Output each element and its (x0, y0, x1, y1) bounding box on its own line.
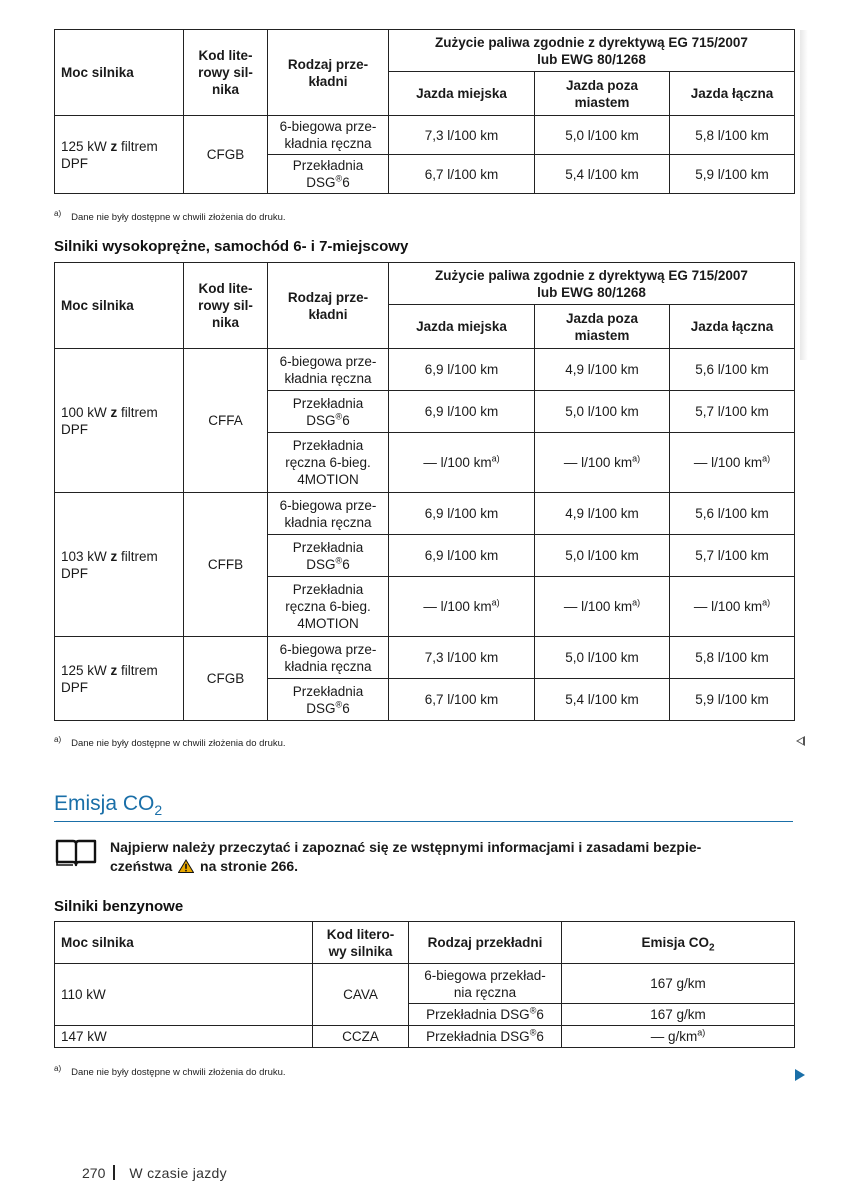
combined-cell: 5,8 l/100 km (670, 116, 795, 155)
emission-cell: — $g/km^{a)}$ (562, 1026, 795, 1048)
combined-cell: 5,7 l/100 km (670, 391, 795, 433)
gearbox-cell: 6-biegowa prze- kładnia ręczna (268, 637, 389, 679)
highway-cell: 5,0 l/100 km (535, 535, 670, 577)
emission-cell: 167 g/km (562, 964, 795, 1004)
header-gearbox: Rodzaj prze- kładni (268, 263, 389, 349)
gearbox-cell: Przekładnia ręczna 6-bieg. 4MOTION (268, 577, 389, 637)
city-cell: 6,7 l/100 km (389, 679, 535, 721)
city-cell: 6,9 l/100 km (389, 493, 535, 535)
table-row (55, 637, 795, 679)
page-number: 270 (82, 1165, 106, 1181)
co2-table-petrol (54, 921, 795, 1048)
header-consumption: Zużycie paliwa zgodnie z dyrektywą EG 715/2007 lub EWG 80/1268 (389, 263, 795, 305)
header-combined: Jazda łączna (670, 305, 795, 349)
gearbox-cell: Przekładnia DSG®6 (268, 679, 389, 721)
table-row (55, 1026, 795, 1048)
code-cell: CCZA (313, 1026, 409, 1048)
table-row (55, 964, 795, 1004)
gearbox-cell: Przekładnia DSG®6 (409, 1026, 562, 1048)
gearbox-cell: Przekładnia DSG®6 (268, 391, 389, 433)
table-row (55, 116, 795, 155)
section-rule (54, 821, 793, 822)
warning-triangle-icon (178, 859, 194, 873)
header-consumption: Zużycie paliwa zgodnie z dyrektywą EG 715/2007 lub EWG 80/1268 (389, 30, 795, 72)
gearbox-cell: Przekładnia DSG®6 (409, 1004, 562, 1026)
combined-cell: 5,7 l/100 km (670, 535, 795, 577)
gearbox-cell: Przekładnia DSG®6 (268, 155, 389, 194)
power-cell: 100 kW z filtrem DPF (55, 349, 184, 493)
table3-heading: Silniki benzynowe (54, 898, 184, 915)
footnote-3: $^{a)}$ Dane nie były dostępne w chwili złożenia do druku. (54, 1064, 286, 1079)
header-power: Moc silnika (55, 263, 184, 349)
header-code: Kod lite- rowy sil- nika (184, 30, 268, 116)
city-cell: — l/100 $km^{a)}$ (389, 577, 535, 637)
header-highway: Jazda poza miastem (535, 305, 670, 349)
city-cell: 7,3 l/100 km (389, 116, 535, 155)
highway-cell: 5,0 l/100 km (535, 637, 670, 679)
fuel-table-petrol-top (54, 29, 795, 194)
arrow-left-icon (796, 736, 805, 746)
header-combined: Jazda łączna (670, 72, 795, 116)
combined-cell: 5,6 l/100 km (670, 493, 795, 535)
code-cell: CFGB (184, 637, 268, 721)
highway-cell: 5,4 l/100 km (535, 679, 670, 721)
combined-cell: — l/100 $km^{a)}$ (670, 433, 795, 493)
combined-cell: 5,9 l/100 km (670, 679, 795, 721)
table2-heading: Silniki wysokoprężne, samochód 6- i 7-miejscowy (54, 238, 409, 255)
gearbox-cell: Przekładnia ręczna 6-bieg. 4MOTION (268, 433, 389, 493)
power-cell: 147 kW (55, 1026, 313, 1048)
footer-divider (113, 1165, 115, 1180)
combined-cell: 5,6 l/100 km (670, 349, 795, 391)
gearbox-cell: 6-biegowa przekład- nia ręczna (409, 964, 562, 1004)
header-gearbox: Rodzaj przekładni (409, 922, 562, 964)
highway-cell: 5,0 l/100 km (535, 391, 670, 433)
combined-cell: 5,9 l/100 km (670, 155, 795, 194)
page-edge-shadow (800, 30, 808, 360)
highway-cell: 5,0 l/100 km (535, 116, 670, 155)
code-cell: CFFA (184, 349, 268, 493)
intro-text: Najpierw należy przeczytać i zapoznać się ze wstępnymi informacjami i zasadami bezpie- czeństwa na stronie 266. (110, 839, 702, 874)
city-cell: 6,7 l/100 km (389, 155, 535, 194)
table-row (55, 493, 795, 535)
code-cell: CFGB (184, 116, 268, 194)
header-power: Moc silnika (55, 30, 184, 116)
header-highway: Jazda poza miastem (535, 72, 670, 116)
table-row (55, 349, 795, 391)
city-cell: 6,9 l/100 km (389, 349, 535, 391)
city-cell: — l/100 $km^{a)}$ (389, 433, 535, 493)
power-cell: 125 kW z filtrem DPF (55, 116, 184, 194)
chapter-name: W czasie jazdy (129, 1165, 227, 1181)
footnote-1: $^{a)}$ Dane nie były dostępne w chwili złożenia do druku. (54, 209, 286, 224)
section-title: Emisja $CO_2$ (54, 792, 163, 819)
book-icon (54, 837, 98, 867)
highway-cell: — l/100 $km^{a)}$ (535, 433, 670, 493)
city-cell: 7,3 l/100 km (389, 637, 535, 679)
combined-cell: 5,8 l/100 km (670, 637, 795, 679)
highway-cell: 4,9 l/100 km (535, 349, 670, 391)
footnote-2: $^{a)}$ Dane nie były dostępne w chwili złożenia do druku. (54, 735, 286, 750)
gearbox-cell: 6-biegowa prze- kładnia ręczna (268, 349, 389, 391)
highway-cell: 5,4 l/100 km (535, 155, 670, 194)
gearbox-cell: 6-biegowa prze- kładnia ręczna (268, 116, 389, 155)
code-cell: CAVA (313, 964, 409, 1026)
combined-cell: — l/100 $km^{a)}$ (670, 577, 795, 637)
page-footer (82, 1165, 227, 1181)
header-power: Moc silnika (55, 922, 313, 964)
highway-cell: 4,9 l/100 km (535, 493, 670, 535)
header-city: Jazda miejska (389, 72, 535, 116)
code-cell: CFFB (184, 493, 268, 637)
power-cell: 103 kW z filtrem DPF (55, 493, 184, 637)
arrow-right-icon (795, 1069, 805, 1081)
header-gearbox: Rodzaj prze- kładni (268, 30, 389, 116)
header-code: Kod litero- wy silnika (313, 922, 409, 964)
highway-cell: — l/100 $km^{a)}$ (535, 577, 670, 637)
emission-cell: 167 g/km (562, 1004, 795, 1026)
gearbox-cell: Przekładnia DSG®6 (268, 535, 389, 577)
city-cell: 6,9 l/100 km (389, 391, 535, 433)
power-cell: 125 kW z filtrem DPF (55, 637, 184, 721)
header-city: Jazda miejska (389, 305, 535, 349)
fuel-table-diesel (54, 262, 795, 721)
power-cell: 110 kW (55, 964, 313, 1026)
gearbox-cell: 6-biegowa prze- kładnia ręczna (268, 493, 389, 535)
header-emission: Emisja $CO_2$ (562, 922, 795, 964)
city-cell: 6,9 l/100 km (389, 535, 535, 577)
header-code: Kod lite- rowy sil- nika (184, 263, 268, 349)
